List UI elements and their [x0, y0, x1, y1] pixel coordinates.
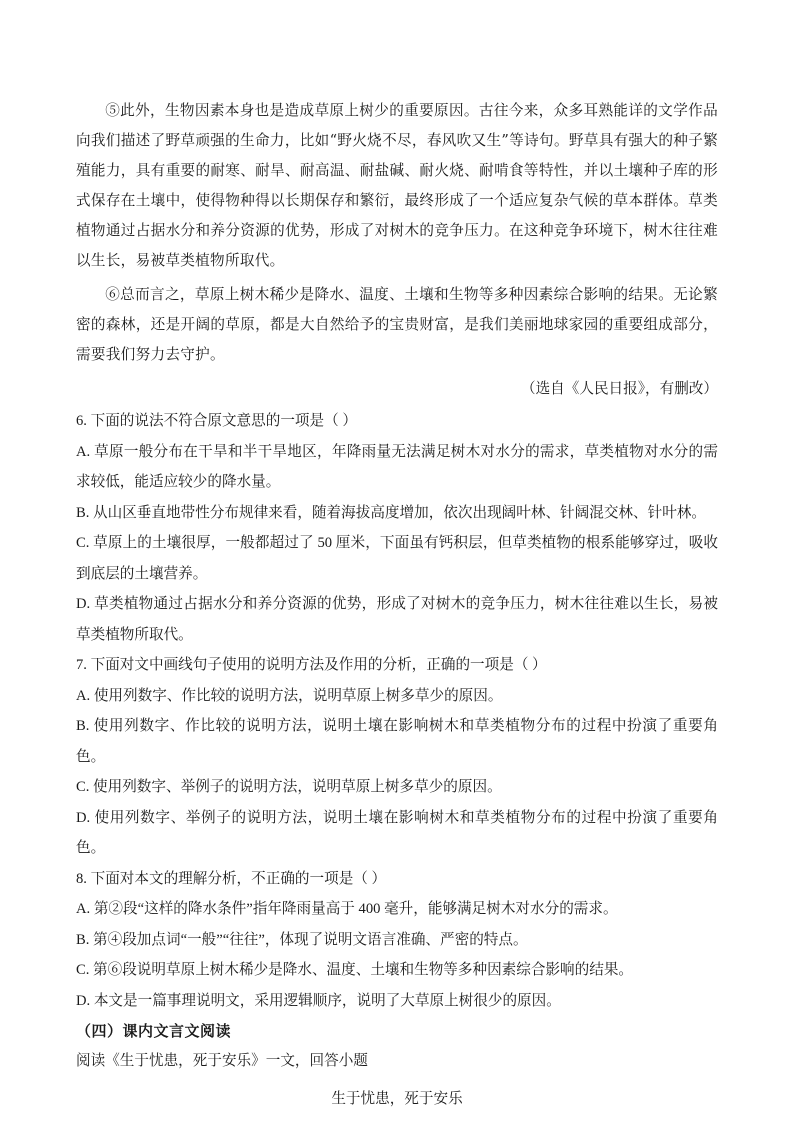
option-a: A. 第②段“这样的降水条件”指年降雨量高于 400 毫升，能够满足树木对水分的需求。	[76, 901, 618, 917]
option-c: C. 第⑥段说明草原上树木稀少是降水、温度、土壤和生物等多种因素综合影响的结果。	[76, 962, 634, 978]
document-page	[76, 96, 718, 1114]
option-d: D. 草类植物通过占据水分和养分资源的优势，形成了对树木的竞争压力，树木往往难以生长，易被草类植物所取代。	[76, 596, 718, 643]
classical-text-title: 生于忧患，死于安乐	[331, 1090, 463, 1107]
passage-source: （选自《人民日报》，有删改）	[520, 380, 718, 397]
option-a: A. 草原一般分布在干旱和半干旱地区，年降雨量无法满足树木对水分的需求，草类植物对水分的需求较低，能适应较少的降水量。	[76, 443, 718, 490]
section-instruction: 阅读《生于忧患，死于安乐》一文，回答小题	[76, 1053, 368, 1069]
option-c: C. 使用列数字、举例子的说明方法，说明草原上树多草少的原因。	[76, 779, 502, 795]
option-b: B. 使用列数字、作比较的说明方法，说明土壤在影响树木和草类植物分布的过程中扮演了重要角色。	[76, 718, 718, 765]
question-8	[76, 864, 718, 1017]
option-c: C. 草原上的土壤很厚，一般都超过了 50 厘米，下面虽有钙积层，但草类植物的根系能够穿过，吸收到底层的土壤营养。	[76, 535, 718, 582]
section-heading: （四）课内文言文阅读	[76, 1022, 232, 1040]
option-b: B. 第④段加点词“一般”“往往”，体现了说明文语言准确、严密的特点。	[76, 931, 528, 948]
question-stem: 7. 下面对文中画线句子使用的说明方法及作用的分析，正确的一项是（ ）	[76, 657, 547, 673]
passage-paragraph-6: ⑥总而言之，草原上树木稀少是降水、温度、土壤和生物等多种因素综合影响的结果。无论繁密的森林，还是开阔的草原，都是大自然给予的宝贵财富，是我们美丽地球家园的重要组成部分，需要我们努力去守护。	[76, 286, 718, 363]
option-a: A. 使用列数字、作比较的说明方法，说明草原上树多草少的原因。	[76, 687, 503, 704]
question-stem: 8. 下面对本文的理解分析，不正确的一项是（ ）	[76, 870, 387, 887]
option-b: B. 从山区垂直地带性分布规律来看，随着海拔高度增加，依次出现阔叶林、针阔混交林、针叶林。	[76, 504, 706, 521]
passage-paragraph-5: ⑤此外，生物因素本身也是造成草原上树少的重要原因。古往今来，众多耳熟能详的文学作品向我们描述了野草顽强的生命力，比如“野火烧不尽，春风吹又生”等诗句。野草具有强大的种子繁殖能力，具有重要的耐寒、耐旱、耐高温、耐盐碱、耐火烧、耐啃食等特性，并以土壤种子库的形式保存在土壤中，使得物种得以长期保存和繁衍，最终形成了一个适应复杂气候的草本群体。草类植物通过占据水分和养分资源的优势，形成了对树木的竞争压力。在这种竞争环境下，树木往往难以生长，易被草类植物所取代。	[76, 102, 718, 269]
option-d: D. 本文是一篇事理说明文，采用逻辑顺序，说明了大草原上树很少的原因。	[76, 992, 561, 1009]
option-d: D. 使用列数字、举例子的说明方法，说明土壤在影响树木和草类植物分布的过程中扮演了重要角色。	[76, 809, 718, 856]
question-stem: 6. 下面的说法不符合原文意思的一项是（ ）	[76, 413, 357, 429]
question-7	[76, 650, 718, 864]
question-6	[76, 406, 718, 650]
